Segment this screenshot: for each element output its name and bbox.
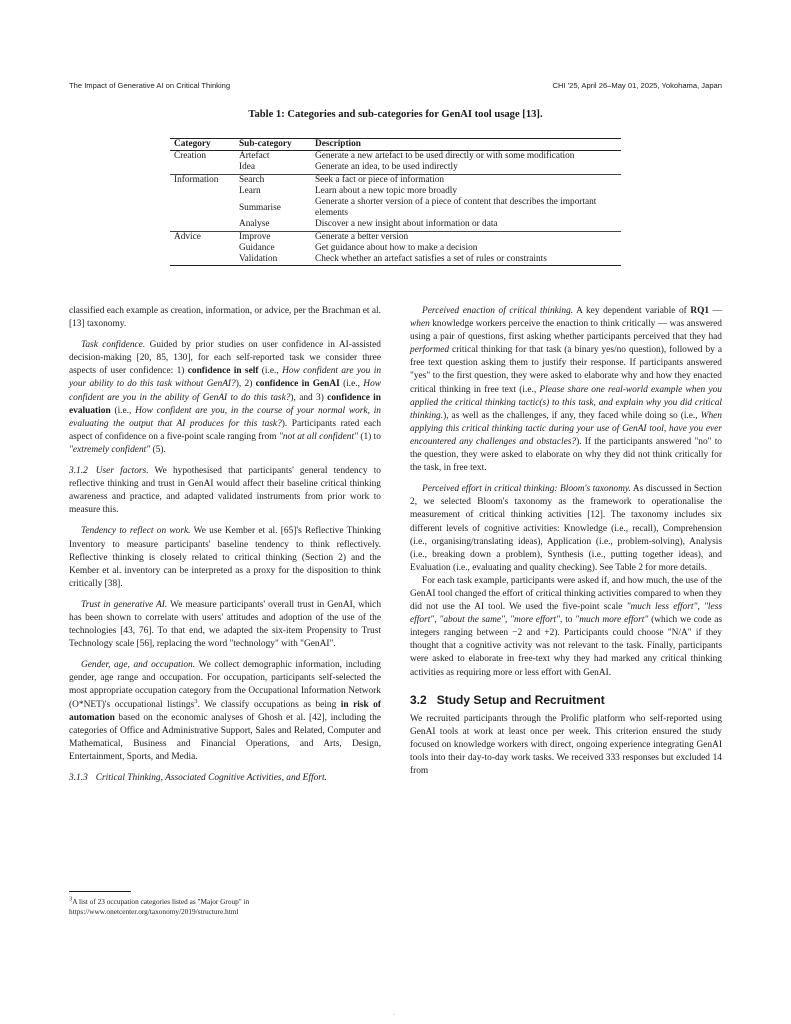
text-run: We use Kember et al. [65]'s Reflective Thinking Inventory to measure participants' baseline tendency to think reflectively. Reflective thinking is closely related to critical thinking (Section 2) and the Kember et al. inventory can be interpreted as a proxy for the disposition to think critically [38]. (69, 526, 381, 589)
subsection-number: 3.1.2 (69, 466, 88, 477)
paragraph-title: Tendency to reflect on work. (81, 526, 191, 537)
paragraph-title: Task confidence. (81, 340, 146, 351)
text-run: We measure participants' overall trust in GenAI, which has been shown to correlate with users' attitudes and adoption of the use of the technologies [43, 76]. To that end, we adapted the six-item Propensity to Trust Technology scale [56], replacing the word "technology" with "GenAI". (69, 599, 382, 650)
category-cell (170, 254, 235, 266)
text-run: (i.e., (110, 405, 136, 416)
bold-term: confidence in self (187, 366, 259, 377)
text-run: A key dependent variable of (573, 306, 691, 316)
footnote (69, 891, 381, 916)
text-run: ), and 3) (290, 392, 328, 403)
scale-label: "extremely confident" (69, 444, 151, 455)
table-row (170, 174, 621, 186)
section-title: Study Setup and Recruitment (436, 692, 605, 707)
left-column (69, 305, 381, 793)
section-heading (410, 694, 722, 707)
description-cell: Generate an idea, to be used indirectly (315, 162, 458, 173)
subcategory-cell: Analyse (239, 219, 270, 230)
category-cell (170, 197, 235, 219)
text-run: We collect demographic information, including gender, age range and occupation. For occupation, participants self-selected the most appropriate occupation category from the Occupational Information Network (O*NET)'s occupational listings (69, 660, 381, 710)
scale-label: "much more effort" (575, 615, 649, 626)
column-header: Sub-category (235, 139, 311, 151)
text-run: ), 2) (235, 379, 256, 390)
paragraph-perceived-enaction (410, 305, 722, 475)
categories-table (170, 138, 621, 266)
question-text: When applying this critical thinking tactic during your use of GenAI tool, have you ever encountered any challenges and obstacles? (410, 410, 722, 447)
subsection-number: 3.1.3 (69, 773, 88, 783)
table-row (170, 186, 621, 197)
subsection-title: User factors. (95, 466, 149, 477)
footnote-number: 3 (69, 895, 73, 903)
text-run: Guided by prior studies on user confidence in AI-assisted decision-making [20, 85, 130], for each self-reported task we consider three aspects of user confidence: 1) (69, 340, 381, 377)
text-run: (which we code as integers ranging between −2 and +2). Participants could choose "N/A" if they thought that a cognitive activity was not relevant to the task. Finally, participants were asked to elaborate in free-text why they had marked any critical thinking activities as requiring more or less effort with GenAI. (410, 615, 723, 678)
category-cell: Information (170, 174, 235, 186)
paragraph-tendency (69, 525, 381, 590)
page-marker: ◦ (393, 1013, 395, 1018)
scale-label: "not at all confident" (278, 431, 358, 442)
paragraph-title: Perceived effort in critical thinking: Bloom's taxonomy. (422, 484, 631, 495)
description-cell: Generate a shorter version of a piece of content that describes the important elements (315, 197, 597, 219)
text-run: . We classify occupations as being (197, 699, 341, 710)
subcategory-cell: Artefact (239, 151, 270, 162)
subcategory-cell: Improve (235, 231, 311, 243)
category-cell: Advice (170, 231, 235, 243)
scale-label: "less effort" (410, 602, 722, 626)
paragraph-title: Gender, age, and occupation. (81, 660, 196, 671)
bold-term: confidence in evaluation (69, 392, 381, 416)
subcategory-cell: Search (235, 174, 311, 186)
description-cell: Get guidance about how to make a decision (315, 242, 478, 253)
running-header (69, 81, 722, 90)
table-row (170, 162, 621, 174)
footnote-marker[interactable]: 3 (194, 697, 198, 705)
text-run: (i.e., (258, 366, 283, 377)
category-cell (170, 243, 235, 254)
paragraph-title: Trust in generative AI. (81, 599, 168, 610)
emphasis: performed (410, 345, 450, 356)
category-cell (170, 219, 235, 231)
text-run: We hypothesised that participants' general tendency to reflective thinking and trust in GenAI would affect their baseline critical thinking awareness and practice, and adapted validated instruments from prior work to measure this. (69, 466, 381, 516)
table-row (170, 151, 621, 163)
header-title: The Impact of Generative AI on Critical Thinking (69, 81, 231, 90)
text-run: As discussed in Section 2, we selected Bloom's taxonomy as the framework to operationalise the measurement of critical thinking activities [12]. The taxonomy includes six different levels of cognitive activities: Knowledge (i.e., recall), Comprehension (i.e., organising/translating ideas), Application (i.e., problem-solving), Analysis (i.e., breaking down a problem), Synthesis (i.e., putting together ideas), and Evaluation (i.e., evaluating and quality checking). See Table 2 for more details. (410, 484, 722, 573)
table-row (170, 243, 621, 254)
subcategory-cell: Guidance (239, 242, 275, 253)
paragraph-task-confidence (69, 339, 381, 457)
table-row (170, 219, 621, 231)
text-run: (i.e., (339, 379, 364, 390)
paragraph: classified each example as creation, information, or advice, per the Brachman et al. [13] taxonomy. (69, 306, 381, 330)
paragraph-effort: For each task example, participants were asked if, and how much, the use of the GenAI tool changed the effort of critical thinking activities compared to when they did not use the AI tool. We used the five-point scale "much less effort", "less effort", "about the same", "more effort", to "much more effort" (which we code as integers ranging between −2 and +2). Participants could choose "N/A" if they thought that a cognitive activity was not relevant to the task. Finally, participants were asked to elaborate in free-text why they had marked any critical thinking activities as requiring more or less effort with GenAI. (410, 575, 723, 678)
right-column (410, 305, 722, 778)
scale-label: "more effort" (510, 615, 561, 626)
paragraph-gender (69, 659, 381, 764)
text-run: — (709, 306, 723, 316)
text-run: For each task example, participants were asked if, and how much, the use of the GenAI tool changed the effort of critical thinking activities compared to when they did not use the AI tool. We used the five-point scale (410, 575, 722, 613)
paragraph-recruitment: We recruited participants through the Prolific platform who self-reported using GenAI tools at work at least once per week. This criterion ensured the study focused on knowledge workers with direct, ongoing experience integrating GenAI tools into their day-to-day work tasks. We received 333 responses but excluded 14 from (410, 713, 722, 777)
scale-label: "much less effort" (626, 602, 698, 613)
emphasis: when (410, 319, 430, 330)
table-caption: Table 1: Categories and sub-categories for GenAI tool usage [13]. (248, 109, 543, 120)
text-run: ), as well as the challenges, if any, they faced while doing so (i.e., (443, 410, 701, 421)
question-text: How confident are you in your ability to do this task without GenAI? (69, 366, 382, 390)
question-text: Please share one real-world example when you applied the critical thinking tactic(s) to this task, and explain why you did critical thinking. (410, 384, 722, 421)
question-text: How confident are you, in the course of your normal work, in evaluating the output that AI produces for this task? (69, 405, 381, 429)
section-number: 3.2 (410, 692, 427, 707)
subcategory-cell: Validation (235, 254, 311, 266)
footnote-rule (69, 891, 131, 892)
description-cell: Generate a better version (311, 231, 621, 243)
column-header: Category (170, 139, 235, 151)
header-venue: CHI '25, April 26–May 01, 2025, Yokohama, Japan (552, 81, 722, 90)
text-run: , to (560, 615, 576, 626)
scale-label: "about the same" (439, 615, 505, 626)
bold-term: in risk of automation (69, 699, 381, 723)
text-run: (1) to (357, 431, 381, 442)
text-run: critical thinking for that task (a binary yes/no question), followed by a free text question asking them to justify their response. If participants answered "yes" to the first question, they were asked to elaborate why and how they enacted critical thinking in free text (i.e., (410, 345, 722, 395)
bold-term: RQ1 (690, 306, 710, 316)
description-cell: Discover a new insight about information or data (315, 219, 498, 230)
table-header-row (170, 139, 621, 151)
table-row (170, 197, 621, 219)
subcategory-cell: Learn (239, 185, 261, 196)
paragraph-bloom (410, 483, 722, 575)
bold-term: confidence in GenAI (255, 379, 340, 390)
text-run: ). If the participants answered "no" to the question, they were asked to elaborate on why they did not think critically for the task, in free text. (410, 436, 722, 474)
category-cell (170, 186, 235, 197)
subcategory-cell: Idea (239, 162, 255, 173)
subsection-3-1-3 (69, 772, 381, 785)
subsection-3-1-2 (69, 465, 381, 517)
question-text: How confident are you in the ability of GenAI to do this task? (69, 379, 382, 403)
paragraph-trust (69, 599, 381, 651)
description-cell: Check whether an artefact satisfies a set of rules or constraints (311, 254, 621, 266)
text-run: (5). (150, 444, 166, 455)
footnote-text: A list of 23 occupation categories listed as "Major Group" in https://www.onetcenter.org/taxonomy/2019/structure.html (69, 897, 250, 916)
description-cell: Generate a new artefact to be used directly or with some modification (315, 151, 575, 162)
text-run: knowledge workers perceive the enaction to think critically — was answered using a pair of questions, first asking whether participants perceived that they had (410, 319, 722, 343)
table-row (170, 231, 621, 243)
subsection-title: Critical Thinking, Associated Cognitive Activities, and Effort. (95, 773, 327, 783)
column-header: Description (311, 139, 621, 151)
text-run: ). Participants rated each aspect of confidence on a five-point scale ranging from (69, 418, 382, 442)
category-cell: Creation (174, 151, 207, 162)
table-row (170, 254, 621, 266)
paragraph-title: Perceived enaction of critical thinking. (422, 306, 574, 316)
text-run: based on the economic analyses of Ghosh et al. [42], including the categories of Office and Administrative Support, Sales and Related, Computer and Mathematical, Business and Financial Operations, and Arts, Design, Entertainment, Sports, and Media. (69, 712, 381, 762)
subcategory-cell: Summarise (239, 202, 281, 213)
description-cell: Seek a fact or piece of information (311, 174, 621, 186)
category-cell (170, 162, 235, 174)
description-cell: Learn about a new topic more broadly (315, 185, 457, 196)
